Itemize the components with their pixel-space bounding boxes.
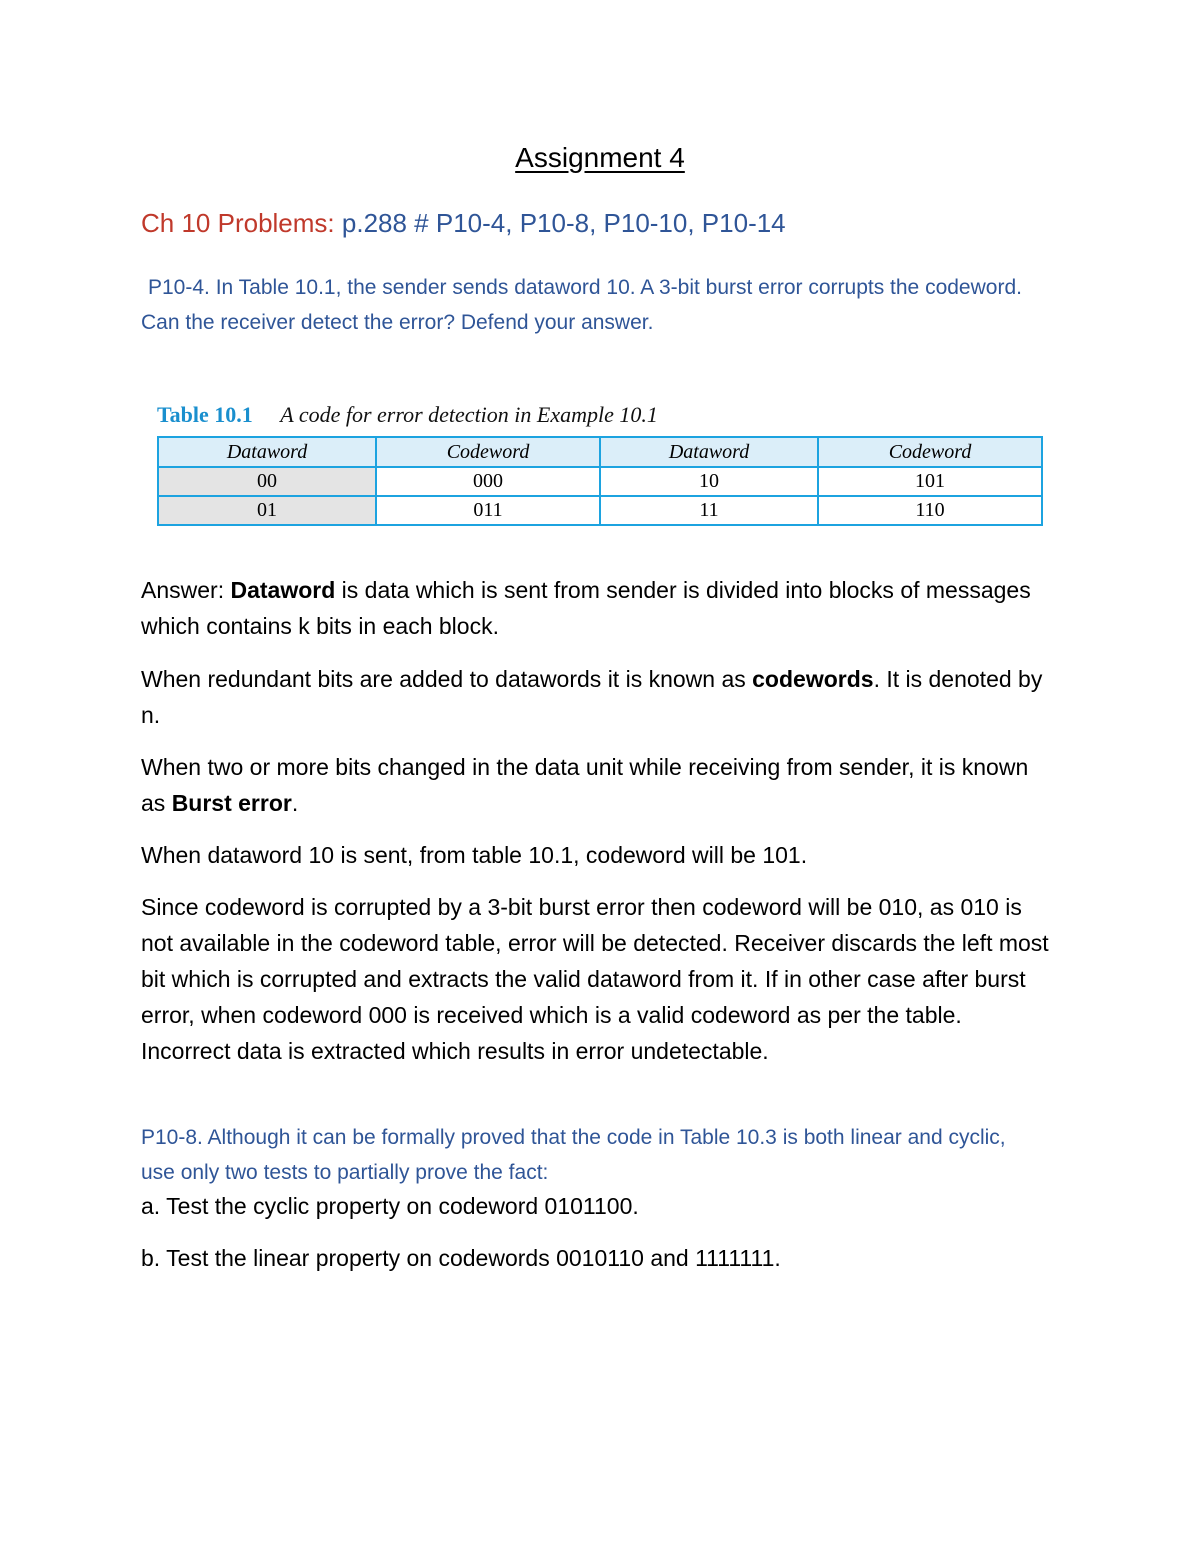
answer-text: is data which is sent from sender is divided into blocks of messages which contains k bits in each block. — [141, 577, 1031, 639]
table-caption-text: A code for error detection in Example 10.1 — [280, 402, 658, 427]
answer-paragraph-dataword-10: When dataword 10 is sent, from table 10.1, codeword will be 101. — [141, 842, 808, 868]
question-p10-8-part-a: a. Test the cyclic property on codeword 0101100. — [141, 1193, 639, 1219]
table-cell: 000 — [376, 467, 600, 496]
table-cell: 11 — [600, 496, 818, 525]
answer-term-dataword: Dataword — [230, 577, 336, 603]
table-cell: 101 — [818, 467, 1042, 496]
answer-paragraph-burst-error — [141, 749, 1056, 821]
table-row — [158, 496, 1042, 525]
answer-paragraph-dataword — [141, 572, 1056, 644]
table-row — [158, 467, 1042, 496]
table-header-cell: Codeword — [818, 437, 1042, 467]
answer-lead: Answer: — [141, 577, 231, 603]
answer-paragraph-codewords — [141, 661, 1056, 733]
table-cell: 10 — [600, 467, 818, 496]
page-title: Assignment 4 — [515, 142, 685, 173]
problems-heading — [141, 208, 786, 239]
question-p10-8: P10-8. Although it can be formally proved that the code in Table 10.3 is both linear and cyclic, use only two tests to partially prove the fact: — [141, 1126, 1006, 1184]
problems-refs: p.288 # P10-4, P10-8, P10-10, P10-14 — [341, 208, 786, 238]
table-header-cell: Dataword — [158, 437, 376, 467]
answer-term-burst-error: Burst error — [171, 790, 292, 816]
table-cell: 01 — [158, 496, 376, 525]
answer-paragraph-conclusion: Since codeword is corrupted by a 3-bit burst error then codeword will be 010, as 010 is not available in the codeword table, error will be detected. Receiver discards the left most bit which is corrupted and extracts the valid dataword from it. If in other case after burst error, when codeword 000 is received which is a valid codeword as per the table. Incorrect data is extracted which results in error undetectable. — [141, 894, 1049, 1064]
answer-text: . It is denoted by n. — [141, 666, 1043, 728]
table-header-cell: Codeword — [376, 437, 600, 467]
question-p10-4: P10-4. In Table 10.1, the sender sends dataword 10. A 3-bit burst error corrupts the codeword. Can the receiver detect the error? Defend your answer. — [141, 276, 1022, 334]
table-cell: 00 — [158, 467, 376, 496]
problems-lead: Ch 10 Problems: — [141, 208, 335, 238]
answer-text: When two or more bits changed in the data unit while receiving from sender, it is known as — [141, 754, 1029, 816]
code-table — [157, 436, 1043, 526]
table-caption-label: Table 10.1 — [157, 402, 253, 427]
answer-term-codewords: codewords — [752, 666, 874, 692]
answer-text: When redundant bits are added to datawords it is known as — [141, 666, 753, 692]
question-p10-8-part-b: b. Test the linear property on codewords 0010110 and 1111111. — [141, 1245, 781, 1271]
table-caption — [157, 400, 1043, 436]
table-cell: 110 — [818, 496, 1042, 525]
table-10-1 — [157, 400, 1043, 526]
answer-text: . — [291, 790, 299, 816]
table-header-row — [158, 437, 1042, 467]
table-cell: 011 — [376, 496, 600, 525]
table-header-cell: Dataword — [600, 437, 818, 467]
